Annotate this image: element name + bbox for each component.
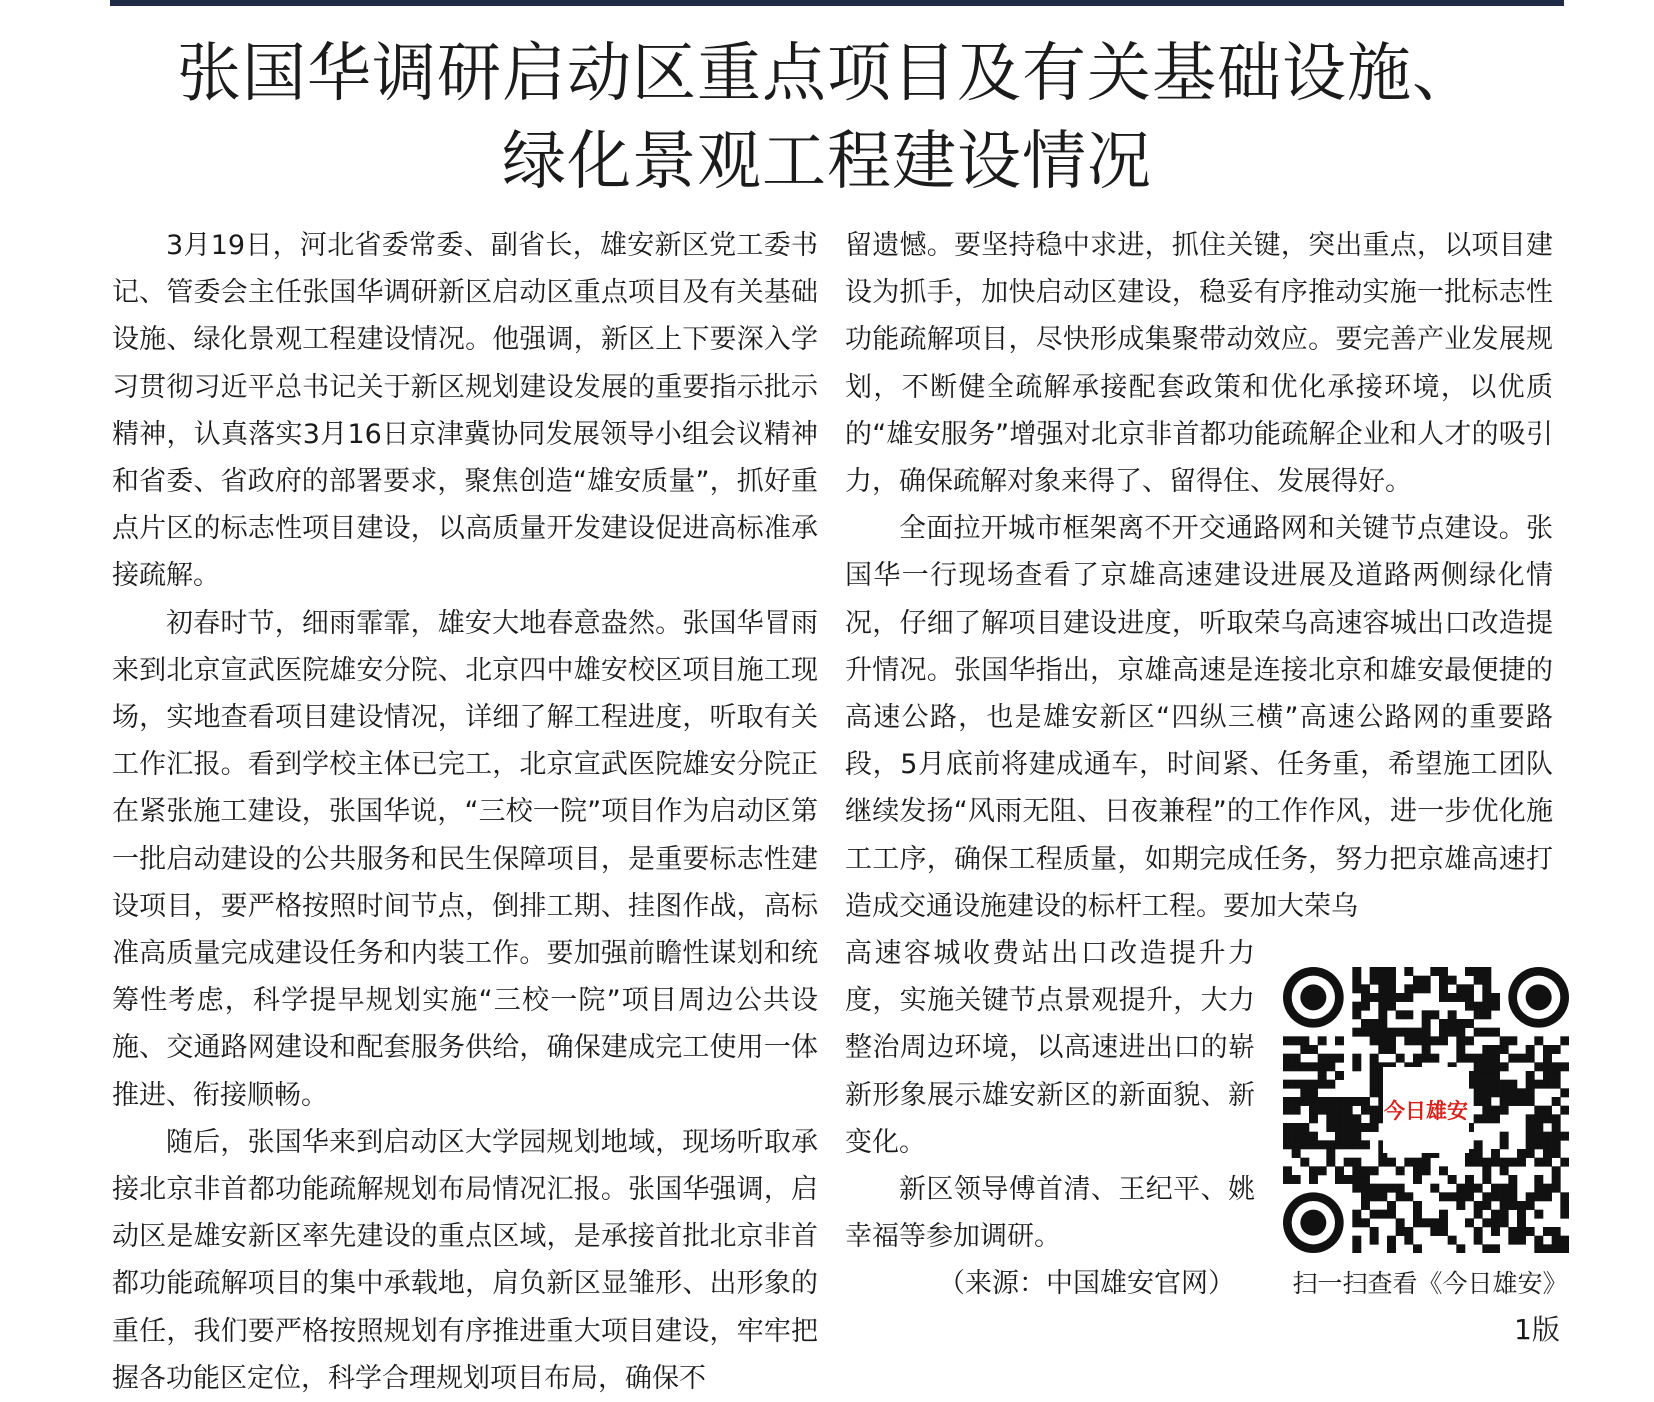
headline xyxy=(0,30,1654,206)
paragraph-3-start: 随后，张国华来到启动区大学园规划地域，现场听取承接北京非首都功能疏解规划布局情况汇报。张国华强调，启动区是雄安新区率先建设的重点区域，是承接首批北京非首都功能疏解项目的集中承载地，肩负新区显雏形、出形象的重任，我们要严格按照规划有序推进重大项目建设，牢牢把握各功能区定位，科学合理规划项目布局，确保不 xyxy=(112,1126,818,1394)
paragraph-5: 新区领导傅首清、王纪平、姚幸福等参加调研。 xyxy=(845,1174,1255,1253)
article-column-left xyxy=(112,222,818,1402)
paragraph-1: 3月19日，河北省委常委、副省长，雄安新区党工委书记、管委会主任张国华调研新区启动区重点项目及有关基础设施、绿化景观工程建设情况。他强调，新区上下要深入学习贯彻习近平总书记关于新区规划建设发展的重要指示批示精神，认真落实3月16日京津冀协同发展领导小组会议精神和省委、省政府的部署要求，聚焦创造“雄安质量”，抓好重点片区的标志性项目建设，以高质量开发建设促进高标准承接疏解。 xyxy=(112,230,818,592)
header-rule xyxy=(110,0,1564,6)
article-source: （来源：中国雄安官网） xyxy=(938,1268,1235,1300)
narrow-text-block xyxy=(845,930,1255,1308)
headline-line-2: 绿化景观工程建设情况 xyxy=(502,125,1152,199)
qr-logo xyxy=(1383,1067,1469,1153)
paragraph-4-continued: 高速容城收费站出口改造提升力度，实施关键节点景观提升，大力整治周边环境，以高速进出口的崭新形象展示雄安新区的新面貌、新变化。 xyxy=(845,938,1255,1158)
qr-logo-text: 今日雄安 xyxy=(1384,1098,1468,1123)
paragraph-2: 初春时节，细雨霏霏，雄安大地春意盎然。张国华冒雨来到北京宣武医院雄安分院、北京四中雄安校区项目施工现场，实地查看项目建设情况，详细了解工程进度，听取有关工作汇报。看到学校主体已完工，北京宣武医院雄安分院正在紧张施工建设，张国华说，“三校一院”项目作为启动区第一批启动建设的公共服务和民生保障项目，是重要标志性建设项目，要严格按照时间节点，倒排工期、挂图作战，高标准高质量完成建设任务和内装工作。要加强前瞻性谋划和统筹性考虑，科学提早规划实施“三校一院”项目周边公共设施、交通路网建设和配套服务供给，确保建成完工使用一体推进、衔接顺畅。 xyxy=(112,607,818,1111)
headline-line-1: 张国华调研启动区重点项目及有关基础设施、 xyxy=(177,37,1477,111)
qr-code xyxy=(1283,967,1569,1253)
qr-caption: 扫一扫查看《今日雄安》 xyxy=(1292,1269,1568,1298)
page-number: 1版 xyxy=(1514,1313,1560,1346)
paragraph-3-continued: 留遗憾。要坚持稳中求进，抓住关键，突出重点，以项目建设为抓手，加快启动区建设，稳妥有序推动实施一批标志性功能疏解项目，尽快形成集聚带动效应。要完善产业发展规划，不断健全疏解承接配套政策和优化承接环境，以优质的“雄安服务”增强对北京非首都功能疏解企业和人才的吸引力，确保疏解对象来得了、留得住、发展得好。 xyxy=(845,230,1553,498)
paragraph-4-start: 全面拉开城市框架离不开交通路网和关键节点建设。张国华一行现场查看了京雄高速建设进展及道路两侧绿化情况，仔细了解项目建设进度，听取荣乌高速容城出口改造提升情况。张国华指出，京雄高速是连接北京和雄安最便捷的高速公路，也是雄安新区“四纵三横”高速公路网的重要路段，5月底前将建成通车，时间紧、任务重，希望施工团队继续发扬“风雨无阻、日夜兼程”的工作作风，进一步优化施工工序，确保工程质量，如期完成任务，努力把京雄高速打造成交通设施建设的标杆工程。要加大荣乌 xyxy=(845,513,1553,922)
